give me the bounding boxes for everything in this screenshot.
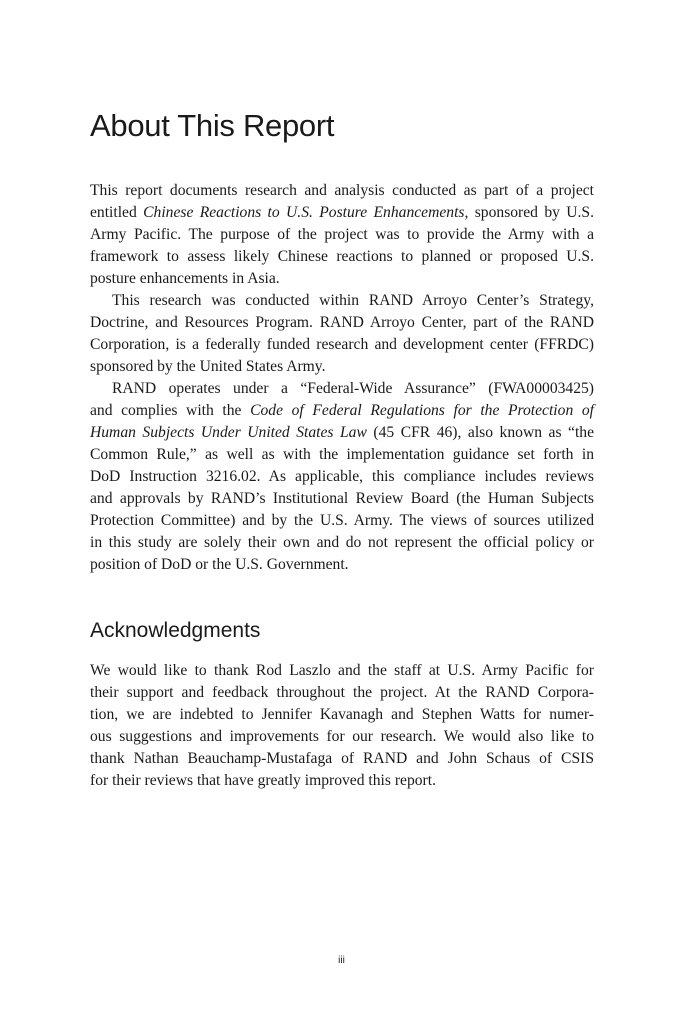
text-line: Common Rule,” as well as with the implementation guidance set forth in: [90, 446, 594, 463]
report-title-italic: Chinese Reactions to U.S. Posture Enhancements: [143, 204, 465, 221]
text-line: We would like to thank Rod Laszlo and the staff at U.S. Army Pacific for: [90, 662, 594, 679]
text-line: their support and feedback throughout the project. At the RAND Corpora-: [90, 684, 594, 701]
text-line: position of DoD or the U.S. Government.: [90, 556, 349, 573]
text-line: ous suggestions and improvements for our research. We would also like to: [90, 728, 594, 745]
page-number: iii: [338, 955, 345, 966]
text-line: Protection Committee) and by the U.S. Army. The views of sources utilized: [90, 512, 594, 529]
text-line: Corporation, is a federally funded research and development center (FFRDC): [90, 336, 594, 353]
about-section-body: [90, 180, 594, 576]
text-line: tion, we are indebted to Jennifer Kavanagh and Stephen Watts for numer-: [90, 706, 594, 723]
acknowledgments-body: [90, 660, 594, 792]
text-line: and approvals by RAND’s Institutional Review Board (the Human Subjects: [90, 490, 594, 507]
text-line: Doctrine, and Resources Program. RAND Arroyo Center, part of the RAND: [90, 314, 594, 331]
text-span: entitled: [90, 204, 144, 221]
text-line: for their reviews that have greatly improved this report.: [90, 772, 436, 789]
regulation-title-italic: Code of Federal Regulations for the Protection of: [250, 402, 594, 419]
text-span: , sponsored by U.S.: [464, 204, 595, 221]
text-line: [90, 202, 594, 224]
text-span: and complies with the: [90, 402, 251, 419]
text-line: framework to assess likely Chinese reactions to planned or proposed U.S.: [90, 248, 594, 265]
text-line: [90, 422, 594, 444]
text-line: This research was conducted within RAND Arroyo Center’s Strategy,: [112, 292, 594, 309]
page-title: About This Report: [90, 108, 335, 143]
text-line: RAND operates under a “Federal-Wide Assurance” (FWA00003425): [112, 380, 594, 397]
text-span: (45 CFR 46), also known as “the: [366, 424, 595, 441]
text-line: DoD Instruction 3216.02. As applicable, this compliance includes reviews: [90, 468, 594, 485]
text-line: thank Nathan Beauchamp-Mustafaga of RAND and John Schaus of CSIS: [90, 750, 594, 767]
text-line: posture enhancements in Asia.: [90, 270, 280, 287]
text-line: Army Pacific. The purpose of the project was to provide the Army with a: [90, 226, 594, 243]
acknowledgments-paragraph: [90, 660, 594, 792]
text-line: sponsored by the United States Army.: [90, 358, 326, 375]
about-paragraph-1: [90, 180, 594, 290]
about-paragraph-2: [90, 290, 594, 378]
text-line: [90, 400, 594, 422]
about-paragraph-3: [90, 378, 594, 576]
acknowledgments-heading: Acknowledgments: [90, 619, 261, 642]
text-line: This report documents research and analysis conducted as part of a project: [90, 182, 594, 199]
regulation-title-italic-cont: Human Subjects Under United States Law: [90, 424, 367, 441]
text-line: in this study are solely their own and do not represent the official policy or: [90, 534, 594, 551]
